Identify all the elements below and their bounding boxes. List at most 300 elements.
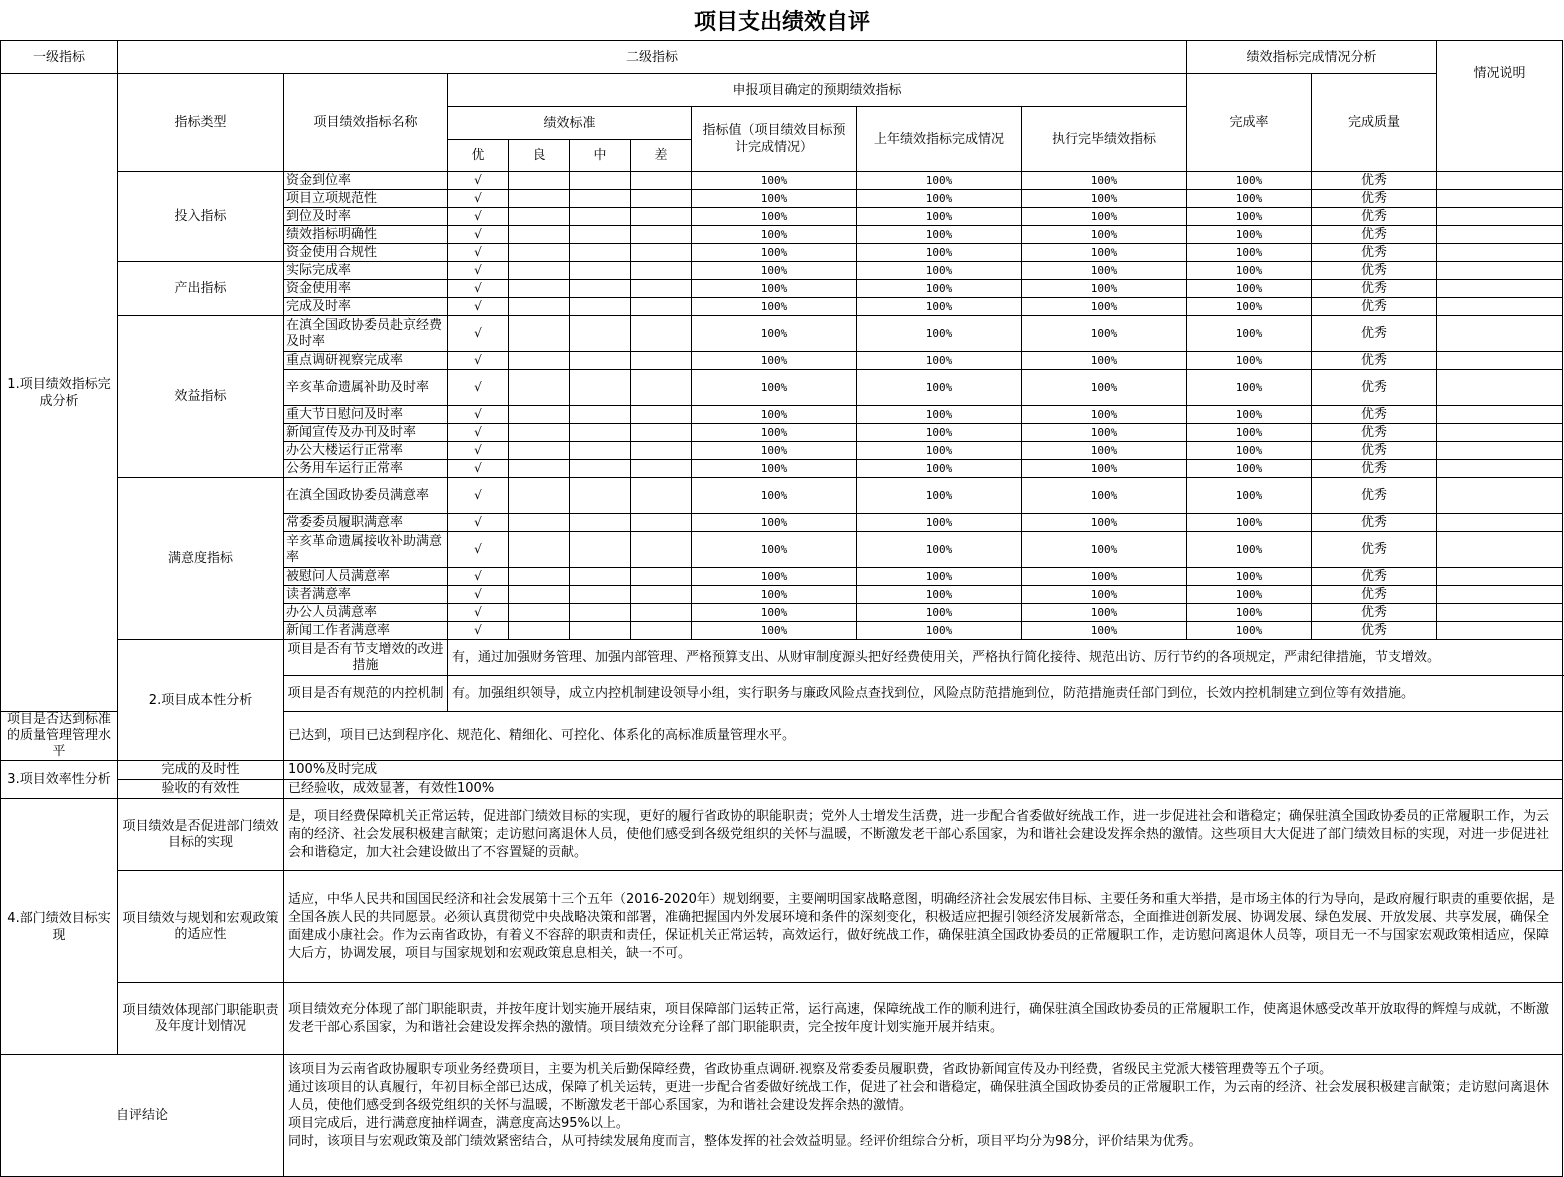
completion-rate: 100%: [1187, 316, 1312, 352]
target-value: 100%: [692, 298, 857, 316]
header-indicator-name: 项目绩效指标名称: [284, 74, 448, 172]
last-year-value: 100%: [857, 424, 1022, 442]
executed-value: 100%: [1022, 604, 1187, 622]
executed-value: 100%: [1022, 262, 1187, 280]
header-standard: 绩效标准: [448, 107, 692, 140]
completion-rate: 100%: [1187, 298, 1312, 316]
answer-cell: 项目绩效充分体现了部门职能职责，并按年度计划实施开展结束，项目保障部门运转正常，运行高速，保障统战工作的顺利进行，确保驻滇全国政协委员的正常履职工作，使离退休感受改革开放取得的辉煌与成就，不断激发老干部心系国家，为和谐社会建设发挥余热的激情。项目绩效充分诠释了部门职能职责，完全按年度计划实施开展并结束。: [284, 983, 1563, 1055]
table-row: [1, 262, 1563, 280]
header-last-year: 上年绩效指标完成情况: [857, 107, 1022, 172]
target-value: 100%: [692, 586, 857, 604]
completion-rate: 100%: [1187, 208, 1312, 226]
conclusion-body: [284, 1055, 1563, 1177]
grade-good-cell: [509, 280, 570, 298]
grade-medium-cell: [570, 460, 631, 478]
section4-label: 4.部门绩效目标实现: [1, 799, 118, 1055]
grade-good-cell: [509, 460, 570, 478]
grade-poor-cell: [631, 568, 692, 586]
last-year-value: 100%: [857, 442, 1022, 460]
executed-value: 100%: [1022, 226, 1187, 244]
grade-medium-cell: [570, 190, 631, 208]
answer-cell: 适应，中华人民共和国国民经济和社会发展第十三个五年（2016-2020年）规划纲要，主要阐明国家战略意图，明确经济社会发展宏伟目标、主要任务和重大举措，是市场主体的行为导向，是政府履行职责的重要依据，是全国各族人民的共同愿景。必须认真贯彻党中央战略决策和部署，准确把握国内外发展环境和条件的深刻变化，积极适应把握引领经济发展新常态，全面推进创新发展、协调发展、绿色发展、开放发展、共享发展，确保全面建成小康社会。作为云南省政协，有着义不容辞的职责和责任，保证机关正常运转，高效运行，做好统战工作，确保驻滇全国政协委员的正常履职工作，走访慰问离退休人员等，项目无一不与国家宏观政策相适应，保障大后方，协调发展，项目与国家规划和宏观政策息息相关，缺一不可。: [284, 871, 1563, 983]
last-year-value: 100%: [857, 370, 1022, 406]
explanation-cell: [1437, 370, 1563, 406]
indicator-name: 在滇全国政协委员赴京经费及时率: [284, 316, 448, 352]
question-cell: 项目是否有节支增效的改进措施: [284, 640, 448, 676]
explanation-cell: [1437, 568, 1563, 586]
check-mark: √: [448, 208, 509, 226]
indicator-type: 投入指标: [118, 172, 284, 262]
target-value: 100%: [692, 424, 857, 442]
grade-good-cell: [509, 604, 570, 622]
last-year-value: 100%: [857, 622, 1022, 640]
grade-poor-cell: [631, 172, 692, 190]
explanation-cell: [1437, 244, 1563, 262]
executed-value: 100%: [1022, 316, 1187, 352]
indicator-name: 绩效指标明确性: [284, 226, 448, 244]
grade-poor-cell: [631, 586, 692, 604]
target-value: 100%: [692, 370, 857, 406]
completion-rate: 100%: [1187, 370, 1312, 406]
question-cell: 项目绩效是否促进部门绩效目标的实现: [118, 799, 284, 871]
target-value: 100%: [692, 514, 857, 532]
completion-rate: 100%: [1187, 586, 1312, 604]
completion-quality: 优秀: [1312, 406, 1437, 424]
conclusion-label: 自评结论: [1, 1055, 284, 1177]
target-value: 100%: [692, 226, 857, 244]
grade-good-cell: [509, 208, 570, 226]
table-row: [1, 983, 1563, 1055]
grade-good-cell: [509, 478, 570, 514]
question-cell: 项目是否有规范的内控机制: [284, 676, 448, 712]
grade-good-cell: [509, 244, 570, 262]
conclusion-paragraph: 通过该项目的认真履行，年初目标全部已达成，保障了机关运转，更进一步配合省委做好统战工作，促进了社会和谐稳定，确保驻滇全国政协委员的正常履职工作，为云南的经济、社会发展积极建言献策；走访慰问离退休人员，使他们感受到各级党组织的关怀与温暖，不断激发老干部心系国家，为和谐社会建设发挥余热的激情。: [288, 1080, 1550, 1113]
target-value: 100%: [692, 604, 857, 622]
grade-medium-cell: [570, 604, 631, 622]
executed-value: 100%: [1022, 406, 1187, 424]
header-grade-excellent: 优: [448, 140, 509, 172]
target-value: 100%: [692, 280, 857, 298]
completion-rate: 100%: [1187, 406, 1312, 424]
question-cell: 项目绩效与规划和宏观政策的适应性: [118, 871, 284, 983]
check-mark: √: [448, 190, 509, 208]
completion-rate: 100%: [1187, 424, 1312, 442]
last-year-value: 100%: [857, 478, 1022, 514]
target-value: 100%: [692, 442, 857, 460]
grade-good-cell: [509, 226, 570, 244]
indicator-name: 资金使用合规性: [284, 244, 448, 262]
grade-poor-cell: [631, 370, 692, 406]
grade-poor-cell: [631, 532, 692, 568]
grade-poor-cell: [631, 316, 692, 352]
indicator-name: 完成及时率: [284, 298, 448, 316]
last-year-value: 100%: [857, 532, 1022, 568]
check-mark: √: [448, 442, 509, 460]
completion-quality: 优秀: [1312, 424, 1437, 442]
grade-good-cell: [509, 190, 570, 208]
completion-quality: 优秀: [1312, 316, 1437, 352]
explanation-cell: [1437, 172, 1563, 190]
indicator-name: 常委委员履职满意率: [284, 514, 448, 532]
last-year-value: 100%: [857, 352, 1022, 370]
completion-quality: 优秀: [1312, 298, 1437, 316]
indicator-name: 在滇全国政协委员满意率: [284, 478, 448, 514]
indicator-type: 效益指标: [118, 316, 284, 478]
table-row: [1, 478, 1563, 514]
grade-poor-cell: [631, 604, 692, 622]
grade-good-cell: [509, 586, 570, 604]
explanation-cell: [1437, 442, 1563, 460]
check-mark: √: [448, 298, 509, 316]
grade-poor-cell: [631, 622, 692, 640]
grade-good-cell: [509, 424, 570, 442]
grade-medium-cell: [570, 316, 631, 352]
indicator-name: 到位及时率: [284, 208, 448, 226]
grade-medium-cell: [570, 280, 631, 298]
grade-poor-cell: [631, 424, 692, 442]
explanation-cell: [1437, 424, 1563, 442]
completion-rate: 100%: [1187, 280, 1312, 298]
grade-poor-cell: [631, 226, 692, 244]
target-value: 100%: [692, 352, 857, 370]
header-analysis: 绩效指标完成情况分析: [1187, 41, 1437, 74]
indicator-name: 办公大楼运行正常率: [284, 442, 448, 460]
last-year-value: 100%: [857, 460, 1022, 478]
indicator-name: 重大节日慰问及时率: [284, 406, 448, 424]
header-level2: 二级指标: [118, 41, 1187, 74]
grade-medium-cell: [570, 226, 631, 244]
grade-good-cell: [509, 406, 570, 424]
target-value: 100%: [692, 460, 857, 478]
check-mark: √: [448, 370, 509, 406]
header-quality: 完成质量: [1312, 74, 1437, 172]
completion-rate: 100%: [1187, 604, 1312, 622]
answer-cell: 有。加强组织领导，成立内控机制建设领导小组，实行职务与廉政风险点查找到位，风险点防范措施到位，防范措施责任部门到位，长效内控机制建立到位等有效措施。: [448, 676, 1563, 712]
completion-rate: 100%: [1187, 244, 1312, 262]
executed-value: 100%: [1022, 586, 1187, 604]
answer-cell: 已经验收，成效显著，有效性100%: [284, 780, 1563, 799]
executed-value: 100%: [1022, 172, 1187, 190]
last-year-value: 100%: [857, 280, 1022, 298]
completion-quality: 优秀: [1312, 244, 1437, 262]
grade-medium-cell: [570, 622, 631, 640]
grade-good-cell: [509, 514, 570, 532]
indicator-name: 资金使用率: [284, 280, 448, 298]
table-row: [1, 1055, 1563, 1177]
indicator-name: 辛亥革命遗属接收补助满意率: [284, 532, 448, 568]
check-mark: √: [448, 244, 509, 262]
completion-rate: 100%: [1187, 262, 1312, 280]
indicator-name: 公务用车运行正常率: [284, 460, 448, 478]
grade-good-cell: [509, 262, 570, 280]
last-year-value: 100%: [857, 226, 1022, 244]
completion-quality: 优秀: [1312, 622, 1437, 640]
indicator-name: 新闻工作者满意率: [284, 622, 448, 640]
grade-medium-cell: [570, 208, 631, 226]
executed-value: 100%: [1022, 424, 1187, 442]
last-year-value: 100%: [857, 172, 1022, 190]
question-cell: 项目绩效体现部门职能职责及年度计划情况: [118, 983, 284, 1055]
header-grade-poor: 差: [631, 140, 692, 172]
header-target-value: 指标值（项目绩效目标预计完成情况）: [692, 107, 857, 172]
grade-medium-cell: [570, 352, 631, 370]
completion-quality: 优秀: [1312, 280, 1437, 298]
check-mark: √: [448, 478, 509, 514]
table-row: [1, 871, 1563, 983]
check-mark: √: [448, 352, 509, 370]
page-title: 项目支出绩效自评: [693, 9, 870, 35]
executed-value: 100%: [1022, 568, 1187, 586]
last-year-value: 100%: [857, 208, 1022, 226]
completion-rate: 100%: [1187, 352, 1312, 370]
header-executed: 执行完毕绩效指标: [1022, 107, 1187, 172]
target-value: 100%: [692, 568, 857, 586]
target-value: 100%: [692, 262, 857, 280]
completion-quality: 优秀: [1312, 190, 1437, 208]
grade-good-cell: [509, 532, 570, 568]
grade-good-cell: [509, 622, 570, 640]
executed-value: 100%: [1022, 622, 1187, 640]
executed-value: 100%: [1022, 370, 1187, 406]
explanation-cell: [1437, 208, 1563, 226]
grade-good-cell: [509, 316, 570, 352]
grade-medium-cell: [570, 262, 631, 280]
executed-value: 100%: [1022, 532, 1187, 568]
explanation-cell: [1437, 460, 1563, 478]
executed-value: 100%: [1022, 460, 1187, 478]
header-grade-good: 良: [509, 140, 570, 172]
header-completion-rate: 完成率: [1187, 74, 1312, 172]
explanation-cell: [1437, 604, 1563, 622]
grade-poor-cell: [631, 208, 692, 226]
target-value: 100%: [692, 622, 857, 640]
table-row: [1, 780, 1563, 799]
check-mark: √: [448, 514, 509, 532]
completion-rate: 100%: [1187, 514, 1312, 532]
completion-quality: 优秀: [1312, 262, 1437, 280]
explanation-cell: [1437, 406, 1563, 424]
grade-medium-cell: [570, 478, 631, 514]
section3-label: 3.项目效率性分析: [1, 761, 118, 799]
explanation-cell: [1437, 280, 1563, 298]
indicator-name: 被慰问人员满意率: [284, 568, 448, 586]
completion-quality: 优秀: [1312, 532, 1437, 568]
grade-good-cell: [509, 442, 570, 460]
check-mark: √: [448, 568, 509, 586]
indicator-type: 满意度指标: [118, 478, 284, 640]
grade-good-cell: [509, 352, 570, 370]
last-year-value: 100%: [857, 298, 1022, 316]
indicator-name: 新闻宣传及办刊及时率: [284, 424, 448, 442]
check-mark: √: [448, 586, 509, 604]
grade-medium-cell: [570, 172, 631, 190]
explanation-cell: [1437, 262, 1563, 280]
table-row: [1, 316, 1563, 352]
explanation-cell: [1437, 586, 1563, 604]
completion-quality: 优秀: [1312, 172, 1437, 190]
grade-good-cell: [509, 172, 570, 190]
question-cell: 验收的有效性: [118, 780, 284, 799]
executed-value: 100%: [1022, 352, 1187, 370]
grade-poor-cell: [631, 406, 692, 424]
target-value: 100%: [692, 316, 857, 352]
target-value: 100%: [692, 190, 857, 208]
grade-poor-cell: [631, 244, 692, 262]
executed-value: 100%: [1022, 298, 1187, 316]
grade-poor-cell: [631, 190, 692, 208]
last-year-value: 100%: [857, 190, 1022, 208]
executed-value: 100%: [1022, 244, 1187, 262]
last-year-value: 100%: [857, 262, 1022, 280]
grade-poor-cell: [631, 280, 692, 298]
grade-medium-cell: [570, 424, 631, 442]
completion-quality: 优秀: [1312, 478, 1437, 514]
grade-poor-cell: [631, 262, 692, 280]
check-mark: √: [448, 280, 509, 298]
explanation-cell: [1437, 478, 1563, 514]
completion-quality: 优秀: [1312, 514, 1437, 532]
question-cell: 项目是否达到标准的质量管理管理水平: [1, 712, 118, 761]
last-year-value: 100%: [857, 316, 1022, 352]
header-level1: 一级指标: [1, 41, 118, 74]
explanation-cell: [1437, 352, 1563, 370]
explanation-cell: [1437, 190, 1563, 208]
executed-value: 100%: [1022, 208, 1187, 226]
completion-quality: 优秀: [1312, 586, 1437, 604]
check-mark: √: [448, 532, 509, 568]
check-mark: √: [448, 622, 509, 640]
table-row: [1, 640, 1563, 676]
header-indicator-type: 指标类型: [118, 74, 284, 172]
last-year-value: 100%: [857, 568, 1022, 586]
grade-medium-cell: [570, 244, 631, 262]
executed-value: 100%: [1022, 514, 1187, 532]
grade-medium-cell: [570, 442, 631, 460]
check-mark: √: [448, 226, 509, 244]
completion-quality: 优秀: [1312, 208, 1437, 226]
completion-quality: 优秀: [1312, 370, 1437, 406]
completion-quality: 优秀: [1312, 226, 1437, 244]
explanation-cell: [1437, 622, 1563, 640]
check-mark: √: [448, 460, 509, 478]
grade-medium-cell: [570, 532, 631, 568]
grade-medium-cell: [570, 370, 631, 406]
question-cell: 完成的及时性: [118, 761, 284, 780]
explanation-cell: [1437, 316, 1563, 352]
check-mark: √: [448, 316, 509, 352]
grade-medium-cell: [570, 298, 631, 316]
answer-cell: 有，通过加强财务管理、加强内部管理、严格预算支出、从财审制度源头把好经费使用关，严格执行简化接待、规范出访、厉行节约的各项规定，严肃纪律措施，节支增效。: [448, 640, 1563, 676]
executed-value: 100%: [1022, 190, 1187, 208]
explanation-cell: [1437, 298, 1563, 316]
indicator-name: 实际完成率: [284, 262, 448, 280]
grade-medium-cell: [570, 406, 631, 424]
table-row: [1, 172, 1563, 190]
indicator-type: 产出指标: [118, 262, 284, 316]
executed-value: 100%: [1022, 280, 1187, 298]
executed-value: 100%: [1022, 478, 1187, 514]
grade-medium-cell: [570, 586, 631, 604]
completion-quality: 优秀: [1312, 604, 1437, 622]
completion-quality: 优秀: [1312, 352, 1437, 370]
target-value: 100%: [692, 208, 857, 226]
last-year-value: 100%: [857, 604, 1022, 622]
table-row: [1, 799, 1563, 871]
last-year-value: 100%: [857, 586, 1022, 604]
completion-rate: 100%: [1187, 226, 1312, 244]
conclusion-paragraph: 该项目为云南省政协履职专项业务经费项目，主要为机关后勤保障经费，省政协重点调研.视察及常委委员履职费，省政协新闻宣传及办刊经费，省级民主党派大楼管理费等五个子项。: [288, 1062, 1333, 1077]
target-value: 100%: [692, 478, 857, 514]
last-year-value: 100%: [857, 406, 1022, 424]
completion-rate: 100%: [1187, 532, 1312, 568]
last-year-value: 100%: [857, 514, 1022, 532]
explanation-cell: [1437, 514, 1563, 532]
completion-quality: 优秀: [1312, 568, 1437, 586]
completion-rate: 100%: [1187, 172, 1312, 190]
grade-poor-cell: [631, 514, 692, 532]
grade-medium-cell: [570, 514, 631, 532]
answer-cell: 已达到，项目已达到程序化、规范化、精细化、可控化、体系化的高标准质量管理水平。: [284, 712, 1563, 761]
indicator-name: 重点调研视察完成率: [284, 352, 448, 370]
completion-rate: 100%: [1187, 190, 1312, 208]
indicator-name: 读者满意率: [284, 586, 448, 604]
target-value: 100%: [692, 172, 857, 190]
grade-poor-cell: [631, 298, 692, 316]
check-mark: √: [448, 604, 509, 622]
completion-rate: 100%: [1187, 460, 1312, 478]
answer-cell: 100%及时完成: [284, 761, 1563, 780]
indicator-name: 办公人员满意率: [284, 604, 448, 622]
target-value: 100%: [692, 244, 857, 262]
indicator-name: 项目立项规范性: [284, 190, 448, 208]
check-mark: √: [448, 262, 509, 280]
section2-label: 2.项目成本性分析: [118, 640, 284, 761]
target-value: 100%: [692, 532, 857, 568]
grade-good-cell: [509, 370, 570, 406]
target-value: 100%: [692, 406, 857, 424]
check-mark: √: [448, 424, 509, 442]
grade-medium-cell: [570, 568, 631, 586]
indicator-name: 辛亥革命遗属补助及时率: [284, 370, 448, 406]
header-declared: 申报项目确定的预期绩效指标: [448, 74, 1187, 107]
completion-rate: 100%: [1187, 442, 1312, 460]
grade-poor-cell: [631, 478, 692, 514]
header-grade-medium: 中: [570, 140, 631, 172]
grade-poor-cell: [631, 460, 692, 478]
indicator-name: 资金到位率: [284, 172, 448, 190]
conclusion-paragraph: 项目完成后，进行满意度抽样调查，满意度高达95%以上。: [288, 1116, 629, 1131]
answer-cell: 是，项目经费保障机关正常运转，促进部门绩效目标的实现，更好的履行省政协的职能职责；党外人士增发生活费，进一步配合省委做好统战工作，进一步促进社会和谐稳定；确保驻滇全国政协委员的正常履职工作，为云南的经济、社会发展积极建言献策；走访慰问离退休人员，使他们感受到各级党组织的关怀与温暖，不断激发老干部心系国家，为和谐社会建设发挥余热的激情。这些项目大大促进了部门绩效目标的实现，对进一步促进社会和谐稳定，加大社会建设做出了不容置疑的贡献。: [284, 799, 1563, 871]
grade-good-cell: [509, 568, 570, 586]
check-mark: √: [448, 406, 509, 424]
check-mark: √: [448, 172, 509, 190]
explanation-cell: [1437, 532, 1563, 568]
completion-rate: 100%: [1187, 622, 1312, 640]
section1-label: 1.项目绩效指标完成分析: [1, 74, 118, 712]
last-year-value: 100%: [857, 244, 1022, 262]
header-explanation: 情况说明: [1437, 41, 1563, 172]
completion-rate: 100%: [1187, 568, 1312, 586]
executed-value: 100%: [1022, 442, 1187, 460]
completion-quality: 优秀: [1312, 460, 1437, 478]
grade-poor-cell: [631, 352, 692, 370]
completion-quality: 优秀: [1312, 442, 1437, 460]
performance-table: [0, 40, 1563, 1177]
conclusion-paragraph: 同时，该项目与宏观政策及部门绩效紧密结合，从可持续发展角度而言，整体发挥的社会效益明显。经评价组综合分析，项目平均分为98分，评价结果为优秀。: [288, 1134, 1202, 1149]
explanation-cell: [1437, 226, 1563, 244]
grade-good-cell: [509, 298, 570, 316]
table-row: [1, 761, 1563, 780]
